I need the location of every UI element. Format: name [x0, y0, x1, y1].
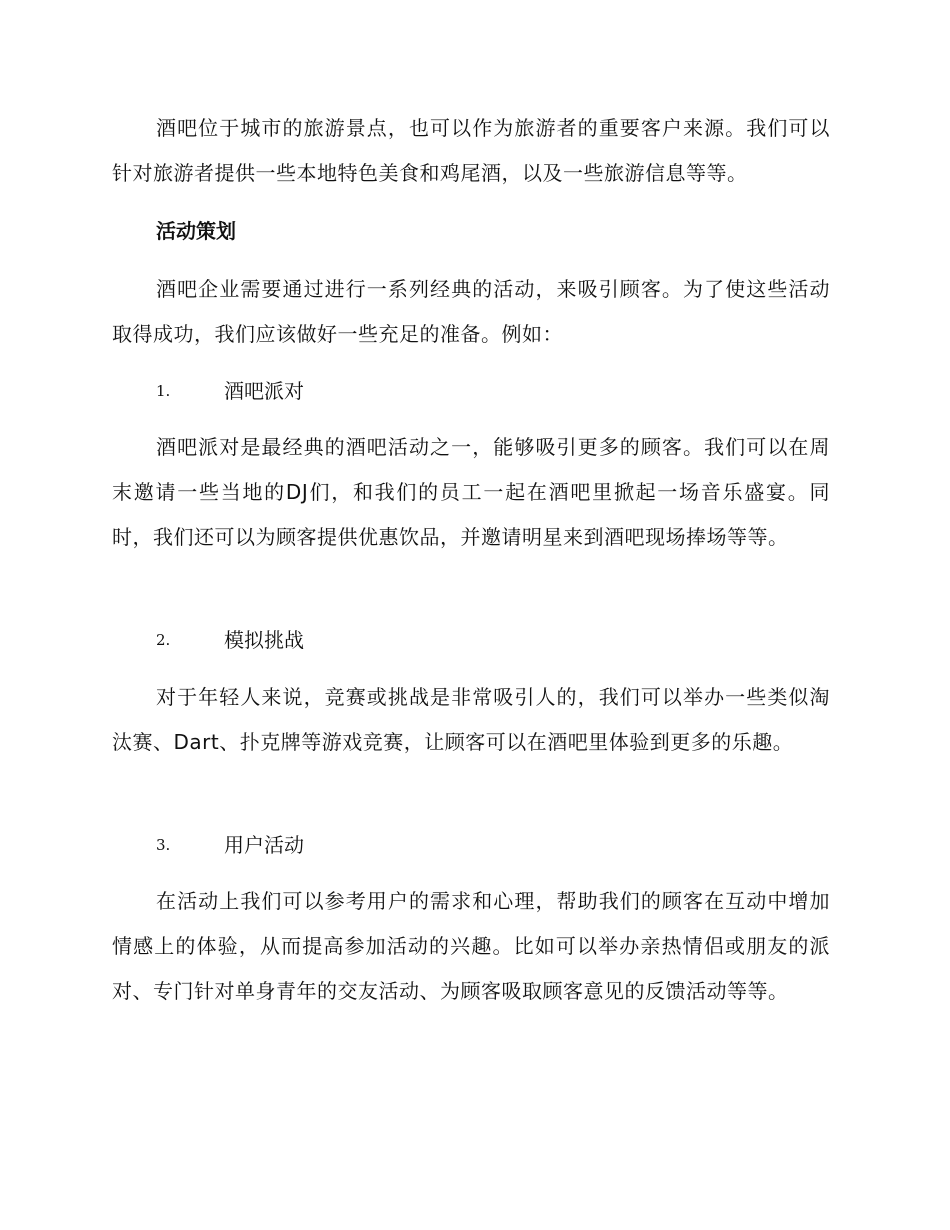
list-number: 1.: [156, 382, 171, 400]
paragraph-tourism: 酒吧位于城市的旅游景点，也可以作为旅游者的重要客户来源。我们可以针对旅游者提供一些本地特色美食和鸡尾酒，以及一些旅游信息等等。: [112, 116, 830, 185]
list-title: 用户活动: [224, 833, 304, 857]
section-heading-activity-planning: 活动策划: [156, 219, 236, 243]
list-title: 模拟挑战: [224, 628, 304, 652]
list-number: 3.: [156, 836, 171, 854]
paragraph-simulation-challenge: 对于年轻人来说，竞赛或挑战是非常吸引人的，我们可以举办一些类似淘汰赛、Dart、扑克牌等游戏竞赛，让顾客可以在酒吧里体验到更多的乐趣。: [112, 685, 830, 754]
list-title: 酒吧派对: [224, 379, 304, 403]
paragraph-user-activity: 在活动上我们可以参考用户的需求和心理，帮助我们的顾客在互动中增加情感上的体验，从而提高参加活动的兴趣。比如可以举办亲热情侣或朋友的派对、专门针对单身青年的交友活动、为顾客吸取顾客意见的反馈活动等等。: [112, 889, 830, 1003]
list-number: 2.: [156, 631, 171, 649]
paragraph-activity-intro: 酒吧企业需要通过进行一系列经典的活动，来吸引顾客。为了使这些活动取得成功，我们应该做好一些充足的准备。例如：: [112, 277, 830, 346]
paragraph-bar-party: 酒吧派对是最经典的酒吧活动之一，能够吸引更多的顾客。我们可以在周末邀请一些当地的DJ们，和我们的员工一起在酒吧里掀起一场音乐盛宴。同时，我们还可以为顾客提供优惠饮品，并邀请明星来到酒吧现场捧场等等。: [112, 435, 830, 549]
